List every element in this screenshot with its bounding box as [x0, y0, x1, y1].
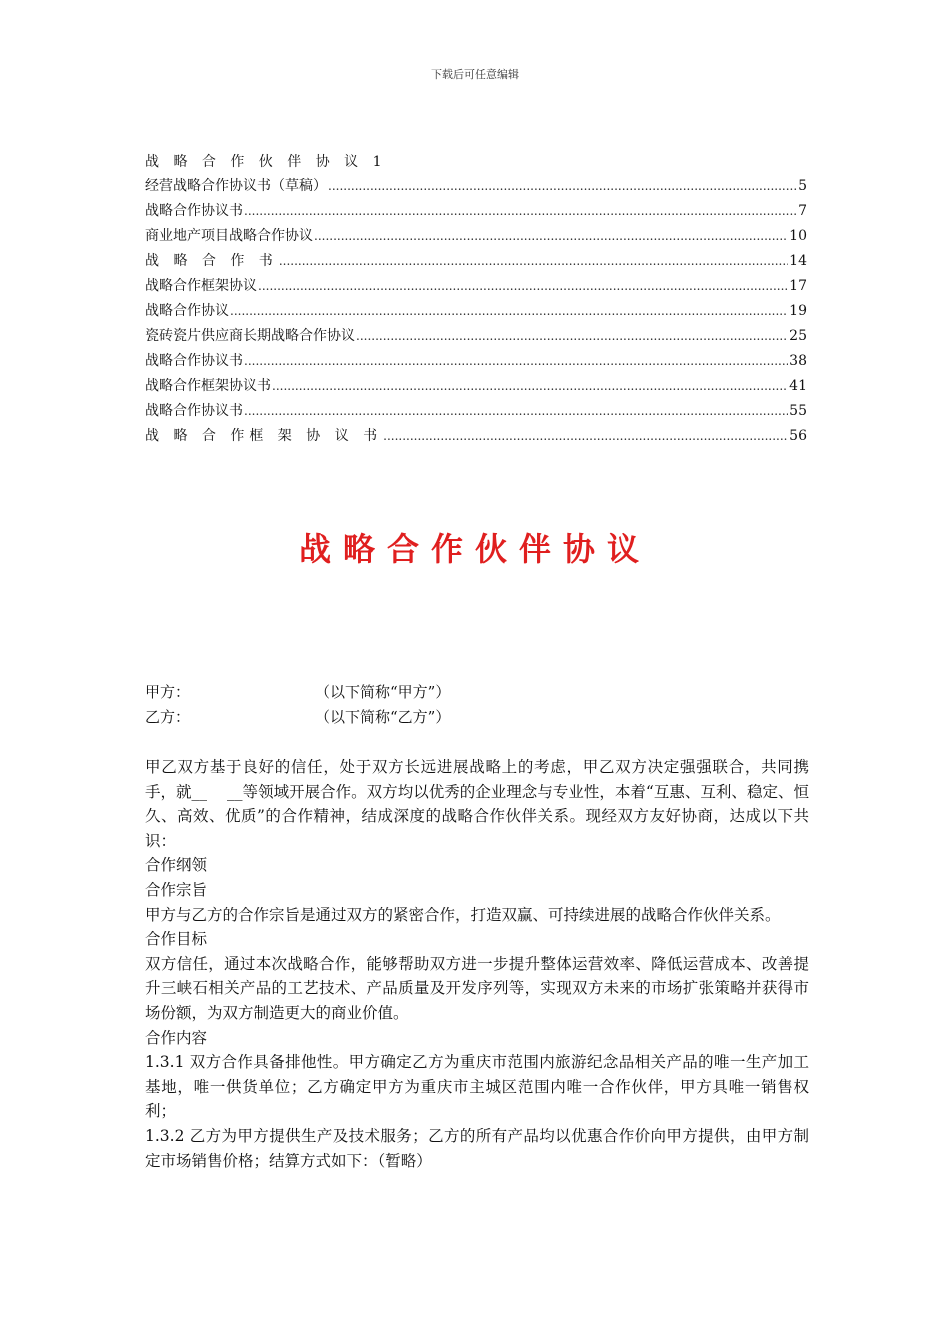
subsection-heading: 合作内容 [145, 1028, 208, 1047]
toc-leader-dots [356, 326, 788, 346]
toc-entry-page: 56 [789, 428, 807, 444]
toc-entry-page: 19 [789, 303, 807, 319]
toc-entry-label: 经营战略合作协议书（草稿） [145, 178, 327, 194]
paragraph: 1.3.1 双方合作具备排他性。甲方确定乙方为重庆市范围内旅游纪念品相关产品的唯一生产加工基地，唯一供货单位；乙方确定甲方为重庆市主城区范围内唯一合作伙伴，甲方具唯一销售权利； [145, 1053, 809, 1121]
toc-entry-label: 战略合作协议 [145, 303, 229, 319]
toc-entry[interactable] [145, 251, 807, 276]
toc-entry[interactable] [145, 401, 807, 426]
intro-part-b: __等领域开展合作。双方均以优秀的企业理念与专业性，本着“互惠、互利、稳定、恒久、高效、优质”的合作精神，结成深度的战略合作伙伴关系。现经双方友好协商，达成以下共识： [145, 782, 809, 850]
toc-leader-dots [230, 301, 788, 321]
section-heading: 合作纲领 [145, 856, 208, 875]
toc-entry[interactable] [145, 301, 807, 326]
party-b-label: 乙方： [145, 708, 191, 726]
toc-leader-dots [328, 176, 797, 196]
paragraph: 双方信任，通过本次战略合作，能够帮助双方进一步提升整体运营效率、降低运营成本、改善提升三峡石相关产品的工艺技术、产品质量及开发序列等，实现双方未来的市场扩张策略并获得市场份额，为双方制造更大的商业价值。 [145, 954, 809, 1022]
toc-title: 战 略 合 作 伙 伴 协 议 1 [145, 154, 387, 170]
toc-entry[interactable] [145, 201, 807, 226]
document-title: 战略合作伙伴协议 [298, 530, 651, 568]
party-b-line [145, 705, 450, 729]
toc-leader-dots [314, 226, 788, 246]
toc-entry-label: 战略合作协议书 [145, 403, 243, 419]
toc-entry-label: 商业地产项目战略合作协议 [145, 228, 313, 244]
toc-leader-dots [272, 376, 788, 396]
subsection-heading: 合作目标 [145, 930, 208, 949]
table-of-contents [145, 176, 807, 451]
toc-entry[interactable] [145, 426, 807, 451]
toc-entry-page: 7 [798, 203, 807, 219]
toc-entry-label: 战略合作框架协议 [145, 278, 257, 294]
toc-leader-dots [244, 401, 788, 421]
party-a-label: 甲方： [145, 683, 191, 701]
toc-entry[interactable] [145, 226, 807, 251]
toc-entry-page: 14 [789, 253, 807, 269]
toc-entry-page: 10 [789, 228, 807, 244]
toc-entry-page: 17 [789, 278, 807, 294]
intro-paragraph [145, 755, 809, 853]
subsection-heading: 合作宗旨 [145, 880, 208, 899]
toc-entry-label: 瓷砖瓷片供应商长期战略合作协议 [145, 328, 355, 344]
intro-part-a: 甲乙双方基于良好的信任，处于双方长远进展战略上的考虑，甲乙双方决定强强联合，共同携手，就__ [145, 758, 809, 801]
toc-entry-page: 41 [789, 378, 807, 394]
party-b-note: （以下简称“乙方”） [315, 708, 451, 726]
toc-entry[interactable] [145, 326, 807, 351]
toc-leader-dots [258, 276, 788, 296]
page-header: 下载后可任意编辑 [431, 68, 519, 81]
paragraph: 甲方与乙方的合作宗旨是通过双方的紧密合作，打造双赢、可持续进展的战略合作伙伴关系。 [145, 905, 781, 924]
toc-leader-dots [383, 426, 788, 446]
agreement-body [145, 755, 809, 1173]
toc-entry[interactable] [145, 276, 807, 301]
toc-entry[interactable] [145, 351, 807, 376]
toc-entry-label: 战 略 合 作 书 [145, 253, 278, 269]
toc-entry-label: 战略合作协议书 [145, 353, 243, 369]
toc-entry-label: 战 略 合 作框 架 协 议 书 [145, 428, 383, 444]
toc-entry-page: 55 [789, 403, 807, 419]
paragraph: 1.3.2 乙方为甲方提供生产及技术服务；乙方的所有产品均以优惠合作价向甲方提供，由甲方制定市场销售价格；结算方式如下：（暂略） [145, 1126, 809, 1170]
toc-entry[interactable] [145, 376, 807, 401]
toc-entry[interactable] [145, 176, 807, 201]
toc-entry-page: 5 [798, 178, 807, 194]
toc-entry-label: 战略合作框架协议书 [145, 378, 271, 394]
party-a-note: （以下简称“甲方”） [315, 683, 451, 701]
toc-entry-page: 25 [789, 328, 807, 344]
toc-entry-label: 战略合作协议书 [145, 203, 243, 219]
toc-leader-dots [244, 201, 797, 221]
toc-entry-page: 38 [789, 353, 807, 369]
party-a-line [145, 680, 450, 704]
toc-leader-dots [244, 351, 788, 371]
toc-leader-dots [279, 251, 788, 271]
